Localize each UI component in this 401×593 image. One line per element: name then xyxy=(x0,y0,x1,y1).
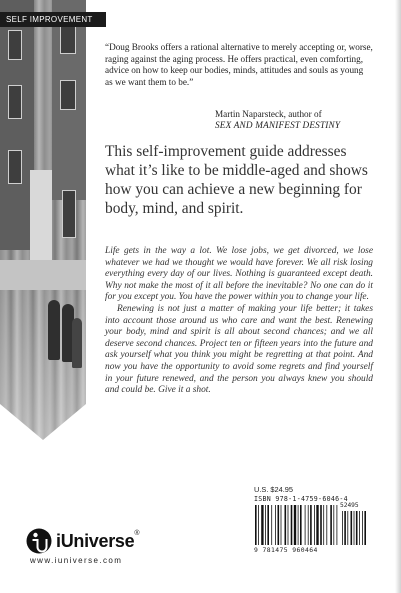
category-label: SELF IMPROVEMENT xyxy=(0,12,106,27)
headline: This self-improvement guide addresses what it’s like to be middle-aged and shows how you can achieve a new beginning for body, mind, and spirit. xyxy=(105,143,368,217)
description-paragraph-1: Life gets in the way a lot. We lose jobs, we get divorced, we lose whatever we had we thought we would have forever. We all risk losing everything every day of our lives. Nothing is guaranteed except death. Why not make the most of it all before the inevitable? No one can do it for you except you. You have the power within you to change your life. xyxy=(105,246,373,303)
spine-shadow xyxy=(395,0,401,593)
description-paragraph-2: Renewing is not just a matter of making your life better; it takes into account those around us who care and want the best. Renewing your body, mind and spirit is all about second chances; and we all deserve second chances. Project ten or fifteen years into the future and ask yourself what you think you might be regretting at that point. And now you have the opportunity to avoid some regrets and find yourself in your future renewed, and the person you always knew you should and could be. Give it a shot. xyxy=(105,303,373,396)
barcode xyxy=(254,505,368,545)
cover-photo-strip xyxy=(0,0,86,440)
quote-attribution xyxy=(215,109,380,132)
quote-book-title: SEX AND MANIFEST DESTINY xyxy=(215,120,341,131)
barcode-addon: 52495 xyxy=(340,502,359,509)
price: U.S. $24.95 xyxy=(254,485,294,494)
publisher-url[interactable]: www.iuniverse.com xyxy=(30,556,123,565)
iuniverse-logo-icon xyxy=(26,528,52,554)
publisher-name: iUniverse xyxy=(56,530,135,551)
registered-mark: ® xyxy=(134,530,140,537)
endorsement-quote: “Doug Brooks offers a rational alternative to merely accepting or, worse, raging against the aging process. He offers practical, even comforting, advice on how to keep our bodies, minds, attitudes and souls as young as we want them to be.” xyxy=(105,42,373,87)
description xyxy=(105,246,373,397)
quote-author: Martin Naparsteck, author of xyxy=(215,109,322,119)
barcode-graphic xyxy=(254,505,368,545)
barcode-digits: 9 781475 960464 xyxy=(254,546,318,554)
isbn: ISBN 978-1-4759-6046-4 xyxy=(254,495,348,503)
publisher-logo xyxy=(26,528,140,554)
